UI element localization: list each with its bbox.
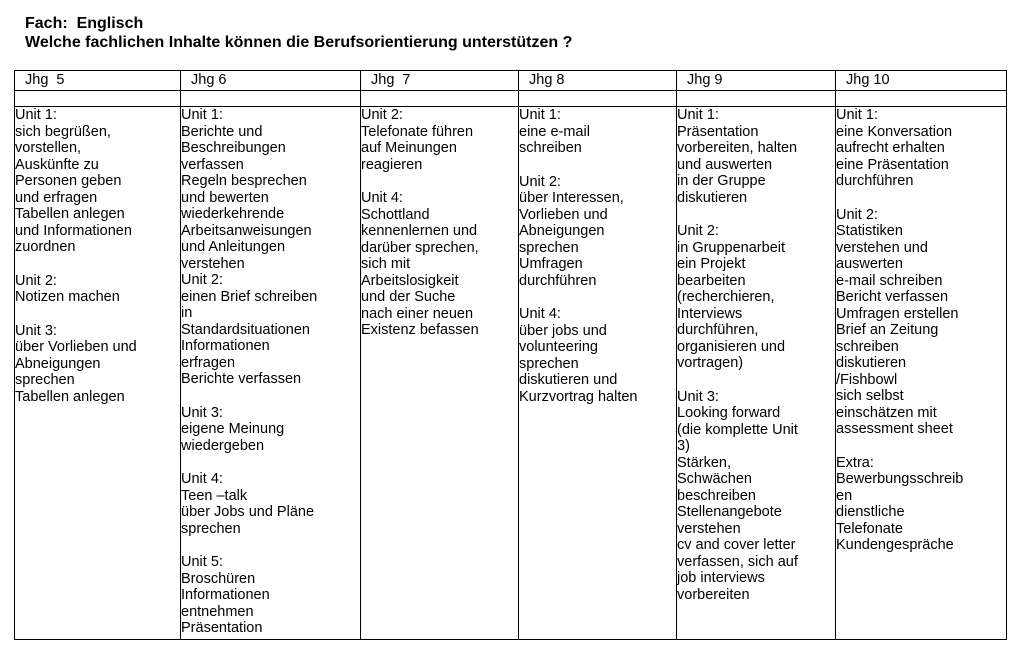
text-line: 3) [677, 438, 690, 454]
unit-block [181, 554, 360, 637]
text-line: Extra: [836, 454, 874, 471]
text-line: Berichte und [181, 123, 263, 140]
content-row [15, 107, 1007, 640]
text-line: Berichte verfassen [181, 371, 302, 387]
text-line: Kundengespräche [836, 537, 954, 553]
text-line: durchführen [519, 272, 597, 289]
text-line: Telefonate führen [361, 123, 474, 140]
text-line: erfragen [181, 354, 236, 371]
text-line: sprechen [15, 372, 75, 388]
text-line: Unit 2: [181, 272, 223, 288]
text-line: bearbeiten [677, 272, 746, 289]
text-line: verstehen und [836, 239, 928, 256]
content-cell-jhg8 [519, 107, 677, 640]
text-line: nach einer neuen [361, 305, 474, 322]
text-line: Looking forward [677, 405, 781, 421]
text-line: diskutieren und [519, 372, 618, 388]
spacer-cell [519, 91, 677, 107]
text-line: Unit 2: [15, 272, 57, 289]
content-cell-jhg10 [836, 107, 1007, 640]
text-line: Brief an Zeitung [836, 322, 939, 338]
text-line: Stärken, [677, 454, 731, 471]
text-line: dienstliche [836, 504, 905, 520]
text-line: (die komplette Unit [677, 421, 798, 438]
text-line: durchführen [836, 173, 914, 189]
header-cell-jhg5 [15, 71, 181, 91]
text-line: vorstellen, [15, 140, 82, 156]
unit-block [181, 471, 360, 537]
text-line: en [836, 487, 853, 504]
text-line: sich begrüßen, [15, 123, 111, 140]
text-line: darüber sprechen, [361, 239, 479, 256]
text-line: Unit 2: [361, 107, 403, 123]
text-line: Unit 4: [181, 471, 223, 487]
column-header: Jhg 6 [191, 72, 227, 88]
unit-block [15, 323, 180, 406]
text-line: vorbereiten [677, 586, 750, 603]
text-line: Unit 2: [677, 223, 719, 239]
text-line: Telefonate [836, 520, 903, 537]
unit-block [677, 389, 835, 604]
text-line: aufrecht erhalten [836, 140, 945, 156]
text-line: e-mail schreiben [836, 272, 943, 289]
document-heading [25, 14, 572, 52]
text-line: schreiben [836, 338, 899, 355]
spacer-cell [836, 91, 1007, 107]
text-line: Auskünfte zu [15, 156, 99, 173]
text-line: einen Brief schreiben [181, 288, 318, 305]
text-line: Unit 1: [519, 107, 561, 123]
column-header: Jhg 8 [529, 72, 565, 88]
spacer-cell [361, 91, 519, 107]
text-line: Unit 1: [836, 107, 878, 123]
text-line: Interviews [677, 305, 743, 322]
header-cell-jhg8 [519, 71, 677, 91]
text-line: Informationen [181, 338, 270, 354]
spacer-row [15, 91, 1007, 107]
text-line: Bericht verfassen [836, 289, 949, 305]
text-line: sprechen [181, 520, 241, 537]
text-line: Unit 1: [677, 107, 719, 123]
text-line: organisieren und [677, 338, 786, 355]
unit-block [836, 207, 1006, 438]
text-line: /Fishbowl [836, 371, 898, 388]
content-cell-jhg7 [361, 107, 519, 640]
text-line: wiederkehrende [181, 206, 285, 222]
text-line: Broschüren [181, 570, 256, 587]
curriculum-table [14, 70, 1007, 640]
spacer-cell [677, 91, 836, 107]
text-line: auf Meinungen [361, 140, 457, 156]
unit-block [361, 190, 518, 339]
text-line: in der Gruppe [677, 173, 766, 189]
text-line: über Jobs und Pläne [181, 504, 315, 520]
text-line: Schottland [361, 206, 430, 223]
text-line: entnehmen [181, 603, 254, 620]
text-line: in [181, 305, 193, 321]
text-line: und bewerten [181, 189, 269, 206]
text-line: Unit 3: [677, 388, 719, 405]
unit-block [519, 107, 676, 157]
text-line: Tabellen anlegen [15, 388, 125, 405]
text-line: (recherchieren, [677, 289, 775, 305]
unit-block [836, 455, 1006, 554]
text-line: Notizen machen [15, 289, 120, 305]
text-line: sprechen [519, 355, 579, 372]
text-line: verfassen, sich auf [677, 553, 798, 570]
text-line: Regeln besprechen [181, 173, 307, 189]
header-cell-jhg9 [677, 71, 836, 91]
text-line: und Informationen [15, 222, 132, 239]
text-line: Statistiken [836, 223, 903, 239]
text-line: eine Präsentation [836, 156, 949, 173]
unit-block [836, 107, 1006, 190]
text-line: Unit 5: [181, 554, 223, 570]
text-line: und erfragen [15, 189, 98, 206]
text-line: Unit 4: [519, 306, 561, 322]
text-line: Unit 3: [15, 322, 57, 339]
unit-block [15, 273, 180, 306]
text-line: eine Konversation [836, 123, 953, 140]
content-cell-jhg5 [15, 107, 181, 640]
text-line: und Anleitungen [181, 239, 286, 255]
text-line: verfassen [181, 156, 244, 173]
text-line: diskutieren [836, 355, 907, 371]
text-line: schreiben [519, 140, 582, 156]
text-line: Unit 2: [519, 173, 561, 190]
text-line: Arbeitslosigkeit [361, 272, 459, 289]
text-line: vortragen) [677, 355, 744, 371]
text-line: assessment sheet [836, 421, 953, 437]
text-line: einschätzen mit [836, 404, 937, 421]
text-line: verstehen [181, 255, 245, 272]
text-line: über Interessen, [519, 190, 624, 206]
text-line: Präsentation [677, 123, 759, 140]
text-line: diskutieren [677, 189, 748, 206]
text-line: Präsentation [181, 620, 263, 636]
text-line: Unit 1: [15, 107, 57, 123]
column-header: Jhg 10 [846, 72, 890, 88]
text-line: vorbereiten, halten [677, 140, 798, 156]
text-line: Unit 4: [361, 190, 403, 206]
header-cell-jhg10 [836, 71, 1007, 91]
text-line: Umfragen erstellen [836, 305, 959, 322]
text-line: sich selbst [836, 388, 904, 404]
unit-block [181, 107, 360, 388]
unit-block [361, 107, 518, 173]
text-line: Vorlieben und [519, 206, 608, 223]
text-line: Tabellen anlegen [15, 206, 125, 222]
text-line: kennenlernen und [361, 223, 478, 239]
text-line: Standardsituationen [181, 321, 310, 338]
text-line: Abneigungen [15, 355, 101, 372]
text-line: beschreiben [677, 487, 756, 504]
unit-block [519, 306, 676, 405]
text-line: über jobs und [519, 322, 607, 339]
text-line: sprechen [519, 239, 579, 256]
text-line: volunteering [519, 339, 598, 355]
header-cell-jhg6 [181, 71, 361, 91]
text-line: eine e-mail [519, 123, 590, 140]
column-header: Jhg 5 [25, 72, 65, 88]
text-line: verstehen [677, 520, 741, 537]
spacer-cell [181, 91, 361, 107]
text-line: Beschreibungen [181, 140, 286, 156]
text-line: Informationen [181, 587, 270, 603]
text-line: und der Suche [361, 289, 456, 305]
text-line: ein Projekt [677, 256, 746, 272]
text-line: Kurzvortrag halten [519, 388, 638, 405]
header-row [15, 71, 1007, 91]
text-line: reagieren [361, 156, 423, 173]
question-line: Welche fachlichen Inhalte können die Berufsorientierung unterstützen ? [25, 34, 573, 51]
unit-block [181, 405, 360, 455]
header-cell-jhg7 [361, 71, 519, 91]
unit-block [519, 174, 676, 290]
unit-block [677, 223, 835, 372]
spacer-cell [15, 91, 181, 107]
text-line: durchführen, [677, 322, 759, 338]
text-line: Abneigungen [519, 223, 605, 239]
text-line: Teen –talk [181, 487, 248, 504]
content-cell-jhg9 [677, 107, 836, 640]
text-line: zuordnen [15, 239, 76, 255]
text-line: sich mit [361, 256, 411, 272]
column-header: Jhg 9 [687, 72, 723, 88]
text-line: Personen geben [15, 173, 122, 189]
text-line: und auswerten [677, 156, 773, 173]
text-line: Unit 3: [181, 404, 223, 421]
text-line: auswerten [836, 256, 903, 272]
text-line: Arbeitsanweisungen [181, 222, 312, 239]
text-line: Umfragen [519, 256, 583, 272]
subject-line: Fach: Englisch [25, 15, 144, 32]
text-line: eigene Meinung [181, 421, 285, 437]
text-line: wiedergeben [181, 437, 265, 454]
text-line: Stellenangebote [677, 504, 782, 520]
text-line: in Gruppenarbeit [677, 239, 786, 256]
content-cell-jhg6 [181, 107, 361, 640]
text-line: Existenz befassen [361, 322, 479, 338]
text-line: Bewerbungsschreib [836, 471, 964, 487]
unit-block [677, 107, 835, 206]
text-line: job interviews [677, 570, 765, 586]
text-line: über Vorlieben und [15, 339, 137, 355]
text-line: Unit 1: [181, 107, 223, 123]
text-line: cv and cover letter [677, 537, 796, 553]
text-line: Schwächen [677, 471, 752, 487]
unit-block [15, 107, 180, 256]
text-line: Unit 2: [836, 206, 878, 223]
column-header: Jhg 7 [371, 72, 411, 88]
